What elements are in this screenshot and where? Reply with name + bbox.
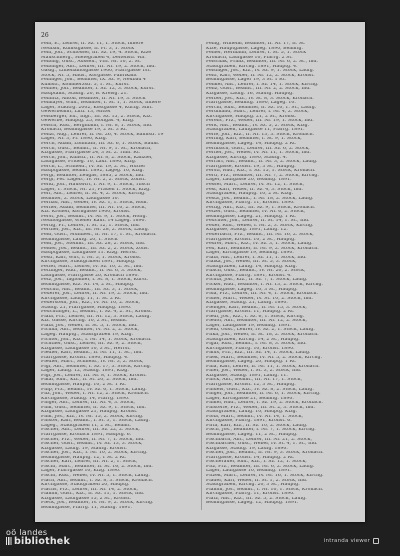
directory-entry-line: Fischer, Gust., Beamt., IV. Sz. 13, 3. Stock, [41, 442, 143, 447]
directory-entry-line: Felbinger, Ant., Lehrer, III. Nr. 19, 2. Stock, Ind. [41, 64, 156, 69]
directory-entry-line: Ferch, Joh., Kunstl., II. Nr. 8, 2. Stock, Kanzlei, [41, 155, 153, 160]
directory-entry-line: Fetz, Jos., Taglöhner, I. St. 8, 1. Stock, Kurst. [41, 278, 149, 283]
directory-entry-line: Fichta, Joh., Kfz., II. Sz. 7, 1. Stock, Laufg. [206, 278, 308, 283]
directory-entry-line: Kirchgasse, Pfarrg. 11, Kronst. 1890. [206, 201, 295, 206]
directory-entry-line: Feuer, Rud., Weber, I. Nr. 2, 3. Stock, Kirchg. [206, 223, 314, 228]
directory-entry-line: Lager, Laufgasse 19, Beamtg. 1891. [206, 323, 292, 328]
directory-entry-line: Ferenc, Frz., Weber, III. Nr. 19, 1. Stock, Ind. [206, 119, 314, 124]
directory-entry-line: Ferl, Ant., Lehrer, II. St. 4, 2. Stock, Kirchg. [41, 192, 146, 197]
directory-entry-line: Kfzgasse, Stadtg. 1891, Laufg. 11. [206, 373, 288, 378]
directory-entry-line: Fida, Frz., Lehrer, III. Nr. 4, 1. Stock, Kronach. [206, 292, 318, 297]
directory-entry-line: Fellnitz, Anton, Beamter, II. Nr. 19, 3. Stock [41, 96, 146, 101]
directory-entry-line: Fiebiger, Karl, Beamt., II. Nr. 15, 3. Stock, [206, 305, 307, 310]
directory-entry-line: Fikar, Rud., Kfz., II. St. 20, 2. Stock, Ind. [41, 378, 138, 383]
directory-entry-line: Feßl, Gust., Mühlbes., II. Nr. 17, 1. St., Kronach. [41, 232, 157, 237]
directory-entry-line: Ferle, Joh., Kfz., II. Nr. 13, 3. Stock, Kronach. [206, 132, 315, 137]
directory-entry-line: Festl, Karl, Wirt, I. Nr. 5, 1. Stock, Kronst. [41, 255, 142, 260]
directory-entry-line: Stadtg. 21, Pfarrgasse, Hauptg. 1890. [41, 305, 132, 310]
directory-entry-line: Fitz, Frz., Beamter, III. Nr. 6, 2. Stock, Laufg. [206, 464, 315, 469]
directory-entry-line: Fitzek, Mart., Lehrer, IV. Nr. 16, 1. Stock, Kirchg. [206, 473, 324, 478]
directory-entry-line: Lager, Nr. 3, Pr. 1890, Kfzg. [41, 137, 108, 142]
directory-entry-line: Lageg., Stadtgraben 11, 2 St., Beamt. [41, 423, 132, 428]
directory-entry-line: Felsberger, Ed., Ingr., III. Sz. 15, 2. Stock, Kfz. [41, 114, 153, 119]
directory-entry-line: Fiedl, Jos., Kfz., I. Sz. 6, 1. Stock, Kirchg. [206, 314, 305, 319]
column-divider [201, 44, 202, 510]
directory-entry-line: Hauptgasse, Laufgasse 11. Kfzg. Herrst. [41, 251, 138, 256]
directory-entry-line: Fiala, Ant., Lehrer, I. Sz. 11, 1. Stock, Ind. [206, 255, 307, 260]
directory-entry-line: Feßl, Jos., Steinm., III. Sz. 28, 2. Stock, Ind. [41, 242, 146, 247]
directory-entry-line: Stadtgraben, Laufgasse 11, Pfarrg. 1891. [206, 128, 305, 133]
directory-entry-line: Fellinger, Joh., Beamter, IX. Sz. 9, Neubau 4 [41, 78, 146, 83]
directory-entry-line: Fischer, Karl, Lehrer, III. Nr. 2, 1. Stock, [41, 460, 138, 465]
directory-entry-line: Fiedler, Mart., Schneid., IV. Nr. 3, 2. Stock, [41, 360, 144, 365]
directory-entry-line: Finkel, Rud., Lehrer, I. Sz. 19, 2. Stock, Kronach. [206, 401, 323, 406]
directory-entry-line: Feurer, Mart., Kfz., IV. Sz. 3, 1. Stock, Laufg. [206, 242, 313, 247]
directory-entry-line: Stadtgraben, Kirchg. 1891, Hauptg. 4. [206, 64, 298, 69]
directory-entry-line: Hauptgasse, Beamt. 1892, Lageg. 10, Kfzg. [41, 169, 145, 174]
directory-entry-line: Feuerer, Jos., Lehrer, II. Nr. 19, 2. Stock, Ind. [41, 292, 149, 297]
directory-entry-line: Figl, Jos., Lehrer, III. Nr. 8, 1. Stock, Kronst. [41, 373, 147, 378]
directory-entry-line: Lager, Pfarrgasse 10, Kfzg. 1890. [41, 469, 121, 474]
directory-entry-line: Stock, Nr. 5, Haus., Korgasse. Fabrikant [41, 73, 137, 78]
directory-entry-line: Finster, Karl, Beamt., I. St. 3, 1. Stock, Laufg. [41, 419, 150, 424]
directory-entry-line: Kfzgasse, Kirchg. 1890, Stadtg. 4. [206, 155, 288, 160]
directory-entry-line: Ferch, L., Schneid., IV. Sz. 19, 2. St., Hutter [41, 164, 146, 169]
directory-entry-line: Feuchter, Joh., Lehrer, II. St. 14, 1. St., Ind. [206, 219, 310, 224]
directory-entry-line: Fessel, Mart., Lehrer, IV. St. 12, 1. Stock, [206, 182, 305, 187]
directory-entry-line: Ferch, Gust., Beamt., II. Nr. 9, 1. St., Kronach, [41, 146, 152, 151]
directory-entry-line: Feuerbach, Frz., Beamt., III. Nr. 16, 2. Stock, [206, 232, 314, 237]
directory-entry-line: Kirchgasse, Pfarrg. 1891, Kronst. 6. [206, 419, 292, 424]
directory-entry-line: Filler, Jos., Weber, I. St. 3, 2. Stock, Ind. [206, 369, 302, 374]
directory-entry-line: Kfzgasse, Stadtg. 1891, Laufg. 12. [206, 228, 288, 233]
directory-entry-line: Firla, Karl, Kfz., II. Sz. 10, 2. Stock, Laufg. [206, 423, 308, 428]
directory-entry-line: Fischerauer, Rud., Kfz., I. Sz. 12, 1. Stock, [206, 460, 307, 465]
directory-entry-line: Lager, 1. Stock, Nr. 21, Frauen 1. Stock, Kfzg. [41, 187, 151, 192]
directory-entry-line: Stadtgraben, Laufg. 14, Hauptg. Kfzg. [206, 264, 298, 269]
directory-entry-line: Fischer, Ant., Lehrer, III. Sz. 22, 2. Stock, [41, 428, 140, 433]
directory-entry-line: Feuchtinger, L., Beamt., I. Sz. 4, 2. St., Kronst. [41, 310, 153, 315]
directory-entry-line: Beamtgasse, Lageg. 11, 2 St., Hauptg. [206, 433, 298, 438]
directory-entry-line: Fichna, Ant., Beamter, IV. Nr. 2, 2. Stock, [41, 328, 139, 333]
directory-entry-line: Ferkl, Joh., Hauswirt, I. Nr. 9, 1. Stock, Tilsch [41, 182, 150, 187]
directory-entry-line: Filek, Mart., Beamter, IV. Nr. 5, 2. Stock, Kirchg. [206, 355, 322, 360]
directory-entry-line: Kfzgasse, Laufg. 16, Stadtg. Hauptg. [206, 92, 294, 97]
directory-entry-line: Finger, Joh., Beamter, II. Nr. 6, 1. Stock, Kirchg. [206, 392, 321, 397]
directory-entry-line: Fischbach, Ant., Lehrer, III. Nr. 21, 2. Stock, [206, 437, 312, 442]
directory-entry-line: Kumstl., Kommerzstr. 5, 1. St., Kurst. [41, 82, 130, 87]
directory-entry-line: Gewerbe, Hauptg. 25, Hoflgas. 4, Kfzg. [41, 119, 135, 124]
directory-entry-line: Hauptamt, Stadtg. 20, B. Kreisg. 21. [41, 92, 128, 97]
directory-entry-line: Kfzgasse, Laufgasse 10, 3 St., Herrst. [41, 346, 131, 351]
directory-entry-line: Finsterle, Frz., Weber, III. St. 2, 3. Stock, Ind. [206, 405, 316, 410]
directory-entry-line: Kfz. Gasse, Kirchg. 10, 2 St., Beamt. [41, 319, 128, 324]
directory-entry-line: Fischl, Rud., Weber, IV. Nr. 5, 1. Stock, Laufg. [41, 473, 150, 478]
directory-entry-line: Finck, Ant., Beamt., III. Nr. 17, 1. Stock, [206, 378, 303, 383]
directory-entry-line: Kirchgasse, Stadtgraben 1891, Hauptg. [41, 260, 136, 265]
directory-entry-line: Festa, Jos., Beamt., I. Nr. 18, 2. Stock, Laufg. [206, 196, 314, 201]
directory-entry-line: Figl, Ant., Beamter, I. Sz. 17, 3. Stock, Kirchg. [41, 364, 152, 369]
directory-entry-line: Fiedler, Karl, Beamt., II. Nr. 11, 1. St., Ind. [41, 351, 143, 356]
directory-entry-line: Beamtgasse, Lageg. 21, Hauptg. 1 Rt. [206, 214, 297, 219]
logo-bars-icon [6, 537, 12, 545]
directory-entry-line: Fischel, Joh., Beamt., II. Nr. 9, 3. Stock, Kronach. [206, 451, 324, 456]
directory-entry-line: Ferchl, Rud., Beamter, II. Sz. 10, 1. St., Laufg. [206, 105, 317, 110]
directory-entry-line: Pfarrgasse, Beamtg. 1890, Lageg. 10. [206, 101, 296, 106]
directory-entry-line: Fiala, Jos., Weber, II. St. 5, 1. Stock, Ind. [41, 323, 138, 328]
directory-entry-line: Felbing, Gust., Ausseh., VIII. Nr. 10, 2. St. [41, 60, 142, 65]
directory-entry-line: Filip, Frz., Beamt., IV. Sz. 6, 1. Stock, Laufg. [41, 387, 147, 392]
right-column [206, 42, 359, 514]
directory-entry-line: Laufgasse, Pfarrgasse 20, Kronach 1890. [41, 273, 139, 278]
directory-entry-line: Fetter, Mart., Lehrer, IV. Sz. 10, 2. St., Ind. [41, 264, 144, 269]
logo-line2-wrap [6, 537, 70, 547]
directory-entry-line: Fenz, Gust., Beamt., III. Nr. 2, 2. Stock, Ind. [206, 87, 311, 92]
directory-entry-line: Fernau, Ant., Weber, IV. Sz. 1, 1. Stock, Rom. [41, 201, 149, 206]
directory-entry-line: Felsinger, Jos., Kfz., IV. Sz. 9, 1. Stock, Laufg. [206, 69, 315, 74]
directory-entry-line: Fertl, Frz., Beamter, III. Nr. 7, 2. Stock, Kirchg. [206, 173, 319, 178]
directory-entry-line: Fest, Karl, Weber, II. Sz. 4, 3. Stock, Ind. [206, 187, 304, 192]
directory-entry-line: Kirchgasse, Hauptg. 21, 2 St., Kronst. [206, 114, 297, 119]
directory-entry-line: Felschak, Franz, Beamter, III. Nr. 6, 2. St., Ind. [206, 60, 318, 65]
directory-entry-line: Kirchgasse, Pfarrg. 1891, Kronst. 4. [206, 273, 292, 278]
directory-entry-line: Stadtgraben, Kirchg. 20, 3 St., Hauptg. [206, 483, 300, 488]
directory-entry-line: Fergl, Beamter, Zeugas, 1885, 2 Stock, Ind. [41, 173, 145, 178]
directory-entry-line: Fellner, Joh., Beamter, I. Sz. 12, 3. Stock, Kurst. [41, 87, 155, 92]
directory-entry-line: Flader, Karl, Weber, II. St. 1, 2. Stock, Ind. [206, 478, 308, 483]
directory-entry-line: Flamm, Gust., Kfz., II. Sz. 11, 1. Stock, Ind. [41, 492, 145, 497]
directory-entry-line: Neuhofgasse, Wiener Kaut. 14 Lageg. 1890. [41, 219, 147, 224]
directory-entry-line: Kfzgasse, Pfarrgasse 24, 3 St. 2. Thm. Rt. [41, 151, 141, 156]
directory-entry-line: Fiedor, Ant., Beamter, III. Nr. 12, 2. Stock, [206, 319, 307, 324]
directory-entry-line: Lager, Laufg. 12, Stadtg. 1891, Kfzg. [41, 369, 129, 374]
directory-entry-line: Pfarrgasse, Kronst. 1890, Hauptg. 4. [41, 355, 129, 360]
directory-entry-line: Pfarrgasse, Kronach 1891, Hauptg. 6. [41, 433, 132, 438]
directory-entry-line: Ficker, Rud., Beamter, I. Nr. 13, 2. Stock, Kirchg. [206, 282, 324, 287]
directory-entry-line: Kfzgasse, Laufgasse 21, Hauptg. Kronst. [41, 410, 138, 415]
directory-entry-line: Flach, Ant., Beamt., I. Sz. 8, 3. Stock, Kronach. [41, 478, 154, 483]
directory-entry-line: Feuerstein, Joh., Kfz., IV. Nr. 10, 2. Stock, [41, 301, 140, 306]
directory-entry-line: Fettinger, Rud., Beamt., II. Nr. 6, 3. Stock, [41, 269, 142, 274]
library-logo[interactable] [6, 528, 70, 547]
directory-entry-line: Kronach, Beamtgasse 19, 2 St. 3 Rt. [41, 128, 128, 133]
directory-entry-line: Fischl, Mart., Beamter, II. St. 16, 2. Stock, Ind. [41, 464, 153, 469]
directory-entry-line: Finger, Ant., Lehrer, III. Nr. 4, 3. Stock, [41, 401, 136, 406]
directory-entry-line: Ferrari, Ant., Beamt., II. Nr. 3, 2. Stock, Laufg. [206, 160, 318, 165]
directory-entry-line: Stadtgraben, Laufg. 10, Hauptg. Kfzg. [206, 410, 298, 415]
directory-entry-line: Fischer, Frz., Weber, II. Nr. 7, 1. Stock, Ind. [41, 437, 145, 442]
directory-entry-line: Ferch, Adam, Lohnfahr, III. Sz. 6, 1. Stock, Baum. [41, 142, 160, 147]
directory-entry-line: Beamtgasse, Pfarrg. 11, Stadtg. 1891. [41, 505, 132, 510]
directory-entry-line: Fifka, Joh., Weber, II. St. 18, 2. Stock, Kronach. [206, 333, 319, 337]
directory-entry-line: Flachs, Frz., Lehrer, III. Nr. 14, 2. Stock, [41, 487, 139, 492]
directory-entry-line: Pfarrgasse, Kronst. 14, Hauptg. 2 Rt. [206, 455, 295, 460]
directory-entry-line: Fertig, Fr., Lehrer, I. St. 12, 1. Stock, Ind. [41, 223, 141, 228]
viewer-label[interactable]: intranda viewer [323, 538, 370, 544]
directory-entry-line: Beamtgasse, Laufg. 20, 1. Stock [41, 237, 118, 242]
directory-entry-line: Fiala, Frz., Lehrer, III. Nr. 12, 3. Stock, Laufg. [41, 314, 151, 319]
directory-entry-line: Kirchgasse, Pfarrg. 11, Kronst. 1890. [206, 492, 295, 497]
directory-entry-line: Pfarrgasse, Kronst. 12, 3 St., Hauptg. [206, 383, 296, 388]
directory-entry-line: Beamtgasse, Lageg. 12, Hauptg. 1891. [206, 501, 299, 506]
directory-entry-line: Kfzgasse, Laufg. 19, Stadtg. Kronst. [41, 446, 127, 451]
page-number: 26 [41, 32, 49, 39]
directory-entry-line: Fettig, Ant., Kfz., III. Sz. 9, 1. Stock, Kronach. [206, 205, 316, 210]
directory-entry-line: Laufgasse, Frideg. 10, Lauf. 1890, Kfzg. [41, 160, 137, 165]
directory-entry-line: Lageg. Hauptg., Stadtgraben 19, Kfzg. [41, 333, 134, 337]
directory-entry-line: Felner, Hermann, Lehrer, I. St. 5, 1. Stock [206, 51, 307, 56]
directory-entry-line: Fetzer, Gust., Beamter, IV. Nr. 6, 2. Stock, [206, 210, 306, 215]
directory-entry-line: Ferk, Ant., Beamt., IV. Sz. 5, 2. Stock, Kfzg. [206, 123, 310, 128]
directory-entry-line: Kirchgasse, Laufg. 11, 1. St. 2 Rt. [41, 296, 122, 301]
directory-entry-line: Fikus, Frz., Kfz., III. Sz. 14, 1. Stock, Laufg. [206, 351, 311, 356]
directory-entry-line: Fibich, Gust., Beamt., IV. Nr. 20, 2. Stock, [206, 269, 306, 274]
directory-entry-line: Fertner, Jos., Kfz., III. Nr. 28, 2. Stock, Laufg. [41, 228, 150, 233]
directory-entry-line: Kirchgasse, Stadtg. 14, Pfarrg. 1890. [41, 396, 130, 401]
directory-entry-line: Stadtgraben, Hauptg. 10, 2 St. Kfzg. [206, 192, 294, 197]
directory-entry-line: Flatz, Ant., Kfz., III. Sz. 5, 2. Stock, Laufg. [206, 496, 307, 501]
directory-entry-line: Lager, Laufgasse 10, Beamtg. 1891. [206, 469, 292, 474]
scanned-page [35, 22, 365, 522]
directory-entry-line: Beamtgasse, Lager 19, 3 St. 1 Rt. [206, 78, 287, 83]
directory-entry-line: Flamm, Jos., Beamt., I. Nr. 10, 1. Stock, Kronach. [206, 487, 324, 492]
directory-entry-line: Ferner, Adam, Beamter, III. Nr. 10, 2. Stock, [41, 205, 147, 210]
directory-entry-line: Kfzgasse, Stadtg. 19, Laufg. 1890. [206, 446, 288, 451]
directory-entry-line: Fehl, E., Lehrer, II. Sz. 11, 1. Stock, Innere [41, 42, 144, 46]
directory-entry-line: Gewerbeamt, Liftl. 13, Mittel [41, 110, 111, 115]
directory-entry-line: Fehl, Joh., Schlosser, III. Sz. 19, 4. Stock, Kfze [41, 51, 152, 56]
directory-entry-line: Fiola, Mart., Beamt., IV. Nr. 14, 1. Stock, [206, 414, 304, 419]
directory-entry-line: Beamtgasse, Kfz. Nr. 14, 2 St., Hauptg. [41, 282, 135, 287]
directory-entry-line: Beamtgasse, Lageg. 14, Hauptg. 2 Rt. [206, 142, 297, 147]
directory-entry-line: Fleck, Jos., Beamter, IV. Nr. 9, 2. Stock, Kirchg. [41, 501, 154, 506]
directory-entry-line: Ferling, Karl, Beamter, I. St. 9, 1. Stock, [206, 137, 302, 142]
directory-entry-line: Ferstl, Rud., Kfz., I. Sz. 15, 1. Stock, Kronach. [206, 169, 316, 174]
directory-entry-line: Feßler, Jos., Beamt., III. Sz. 2, 2. Stock, Zolls. [41, 246, 150, 251]
directory-entry-line: Fergl, Pet. Lageb., IV. Nr. 2, 2. Stock, Zollst. [41, 178, 146, 183]
directory-entry-line: Stadtgraben, Kirchg. 14, 2 St., Hauptg. [206, 337, 300, 342]
directory-entry-line: Fidler, Mart., Weber, IV. St. 10, 2. Stock, Ind. [206, 296, 313, 301]
directory-entry-line: Fernbach, Gust., Lehrer, III. Sz. 6, 2. Stock, [206, 146, 310, 151]
directory-entry-line: Neubau, Kumstgasse, II. Pr. 3, 1. Stock [41, 46, 135, 51]
directory-entry-line: Felsch, Rud., Bergmann, I. Nr. 8, 1. Stock, Ind. [41, 123, 153, 128]
directory-entry-line: Field, Gust., Lehrer, IV. Sz. 2, 1. Stock, Laufg. [206, 328, 315, 333]
directory-entry-line: Fichtner, Gust., Lehrer, III. Sz. 9, 2. Stock, [41, 342, 143, 347]
directory-entry-line: Pfarrgasse, Kronst. 11, Hauptg. 2 Rt. [206, 310, 295, 315]
directory-entry-line: Beamtgasse, Hauptg. 10, 2 St. 1 Rt. [41, 383, 127, 388]
directory-entry-line: Feuchtl, Ant., Beamt., III. Sz. 3, 1. Stock, [41, 287, 139, 292]
directory-entry-line: Kfzgasse, Laufgasse 15, 2 St., Kronst. [41, 496, 132, 501]
directory-entry-line: Kronach, Laufgasse 10, Pfarrg. 2 St. [206, 55, 293, 60]
left-column [41, 42, 194, 514]
directory-entry-line: Fink, Jos., Kfz., IV. Nr. 15, 2. Stock, Kirchg. [41, 414, 144, 419]
fullscreen-icon[interactable] [373, 538, 379, 544]
directory-entry-line: Beamtgasse, Lageg. 10, 3 St., Hauptg. [206, 287, 298, 292]
directory-entry-line: Filla, Karl, Lehrer, II. Nr. 11, 1. Stock, Kronach. [206, 364, 320, 369]
directory-entry-line: Lager, Kirchgasse 21, Beamtg. 1890. [206, 396, 294, 401]
directory-entry-line: Fisch, Jos., Beamter, I. Nr. 7, 1. Stock, Kirchg. [206, 428, 316, 433]
directory-entry-line: Lager, Stadtrg. 2002, Kostgasse 4, Kurzg. Sint. [41, 105, 153, 110]
directory-entry-line: Ferner, Jos., Weber, IV. Nr. 11, 1. Stock, Ind. [206, 151, 311, 156]
directory-entry-line: Pfarrgasse, Kronst. 19, 3 St., Hauptg. [206, 164, 296, 169]
directory-entry-line: Ferdinand, Mart., Lehrer, I. Nr. 4, 2. Stock, [206, 110, 309, 115]
directory-entry-line: Lager, Laufgasse 20, Beamtg. 1891. [206, 178, 292, 183]
logo-line1: oö landes [6, 528, 48, 537]
directory-entry-line: Pfarrgasse, Kronst. 10, 2 St., Hauptg. [206, 237, 296, 242]
directory-entry-line: Ferst, Jos., Beamt., IV. Nr. 9, 1. Stock, Hoflg. [41, 214, 148, 219]
directory-entry-line: Lager, Kirchgasse 19, Beamtg. 1890. [206, 251, 294, 256]
directory-entry-line: Fischer, Jos., Kfz., I. Nr. 10, 2. Stock, Kirchg. [41, 451, 148, 456]
directory-entry-line: Figar, Rud., Beamt., I. Nr. 8, 3. Stock, Ind. [206, 342, 307, 347]
directory-entry-line: Mauschnerg., Hiefegraben 4, Deitenstr. Wa. [41, 55, 146, 60]
directory-entry-line: Feltl, Karl, Weber, II. Nr. 12, 2. Stock, Kronst. [206, 73, 315, 78]
directory-entry-line: Beamter, 2. Stock, Laufgasse 10. [41, 196, 120, 201]
directory-entry-line: Fellig, Wilhelm, Beamter, II. Nr. 17, II. St. [206, 42, 306, 46]
directory-entry-line: Kirchgasse, Pfarrg. 10, Kronst. 1890. [206, 346, 295, 351]
directory-entry-line: Kfz. Kronen, Korngasse 1900, Kronst. [41, 210, 131, 215]
directory-entry-line: Filz, Joh., Weber, I. Nr. 12, 2. Stock, Kronach. [41, 392, 150, 397]
directory-entry-line: Beamtgasse, Hauptg. 12, 1 St. 2 Rt. [41, 455, 127, 460]
directory-entry-line: Gaslg., Linienamtsgasse 1900, Pfarrgasse 1st. [41, 69, 151, 74]
directory-entry-line: Findeis, Gust., Kfz., IV. Sz. 8, 2. Stock, Laufg. [206, 387, 314, 392]
directory-entry-line: Fialka, Jos., Weber, III. St. 5, 3. Stock, [206, 260, 297, 265]
directory-entry-line: Fex, Karl, Beamter, II. Nr. 9, 2. Stock, Kronach. [206, 246, 319, 251]
directory-entry-line: Fenkel, Ant., Lehrer, I. Sz. 14, 1. Stock, Kirchg. [206, 82, 319, 87]
directory-entry-line: Fichtel, Joh., Kfz., I. Nr. 14, 1. Stock, Kronach. [41, 337, 152, 342]
directory-entry-line: Kfze, Hauptgasse, Lageg. 1890, Beamtg. [206, 46, 303, 51]
directory-entry-line: Fink, Gust., Beamter, II. Sz. 9, 1. Stock, Ind. [41, 405, 147, 410]
directory-entry-line: Kirchgasse, Stadtgraben 20, Hauptg. [41, 483, 130, 488]
directory-entry-line: Kfzgasse, Stadtg. 21, Laufg. 1890. [206, 301, 288, 306]
directory-entry-line: Fischbacher, Gust., Weber, IV. St. 4, 1. St., Ind. [206, 442, 318, 447]
directory-entry-line: Beamtgasse, Lageg. 20, Hauptg. 1 Rt. [206, 360, 297, 365]
logo-line2: bibliothek [14, 536, 70, 547]
directory-entry-line: Ferber, Jos., Kfz., IV. St. 8, 3. Stock, Kronach. [206, 96, 314, 101]
directory-entry-line: Fenzl, Aug., Lehrer, II. Nr. 26, 4. Stock, Bahnstr. 19 [41, 132, 164, 137]
directory-entry-line: Felmayer, Wilh., Beamter, I. St. 1, 1. Stock, Innere [41, 101, 161, 106]
